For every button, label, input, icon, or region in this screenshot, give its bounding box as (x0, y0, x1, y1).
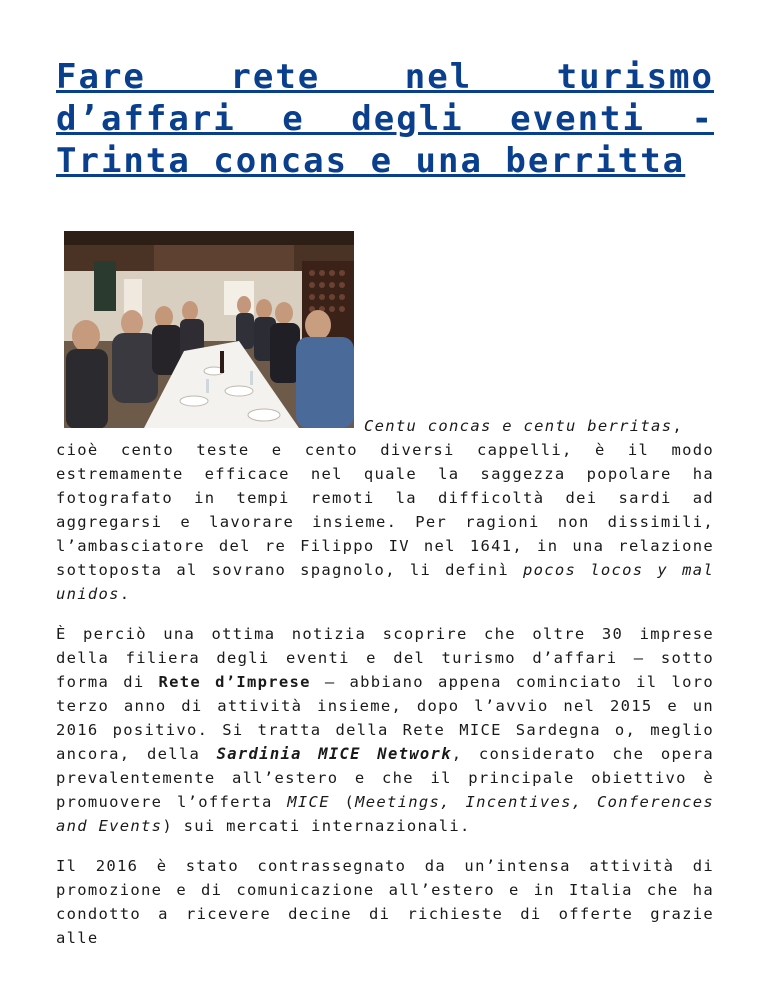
network-name (217, 745, 452, 763)
paragraph-2-paren-open: ( (329, 793, 356, 811)
article-title[interactable] (56, 56, 714, 182)
paragraph-2-text-c: , considerato che opera prevalentemente all’estero e che il principale obiettivo è promuovere l’offerta (56, 745, 714, 811)
quote-comma: , (672, 417, 683, 435)
paragraph-2-text-a: È perciò una ottima notizia scoprire che oltre 30 imprese della filiera degli eventi e del turismo d’affari – sotto forma di (56, 625, 714, 691)
article-title-link[interactable]: Fare rete nel turismo d’affari e degli eventi - Trinta concas e una berritta (56, 57, 714, 181)
paragraph-1 (56, 414, 714, 606)
rete-imprese-label: Rete d’Imprese (158, 673, 311, 691)
mice-label: MICE (287, 793, 330, 811)
article-photo (64, 231, 354, 428)
paragraph-1-text: cioè cento teste e cento diversi cappelli, è il modo estremamente efficace nel quale la saggezza popolare ha fotografato in tempi remoti la difficoltà dei sardi ad aggregarsi e lavorare insieme. Per ragioni non dissimili, l’ambasciatore del re Filippo IV nel 1641, in una relazione sottoposta al sovrano spagnolo, li definì (56, 441, 714, 579)
article-body (56, 414, 714, 966)
paragraph-2-text-b: – abbiano appena cominciato il loro terzo anno di attività insieme, dopo l’avvio nel 2015 e un 2016 positivo. Si tratta della Rete MICE Sardegna o, meglio ancora, della (56, 673, 714, 763)
quote-spanish: pocos locos y mal unidos (56, 561, 714, 603)
paragraph-1-end: . (119, 585, 131, 603)
group-dinner-photo (64, 231, 354, 428)
mice-expansion: Meetings, Incentives, Conferences and Events (56, 793, 714, 835)
paragraph-3-text: Il 2016 è stato contrassegnato da un’intensa attività di promozione e di comunicazione all’estero e in Italia che ha condotto a ricevere decine di richieste di offerte grazie alle (56, 857, 714, 947)
paragraph-3 (56, 854, 714, 950)
quote-sardinian: Centu concas e centu berritas (364, 417, 673, 435)
network-name-text: Sardinia MICE Network (216, 745, 452, 763)
paragraph-2 (56, 622, 714, 838)
paragraph-2-text-d: ) sui mercati internazionali. (162, 817, 471, 835)
